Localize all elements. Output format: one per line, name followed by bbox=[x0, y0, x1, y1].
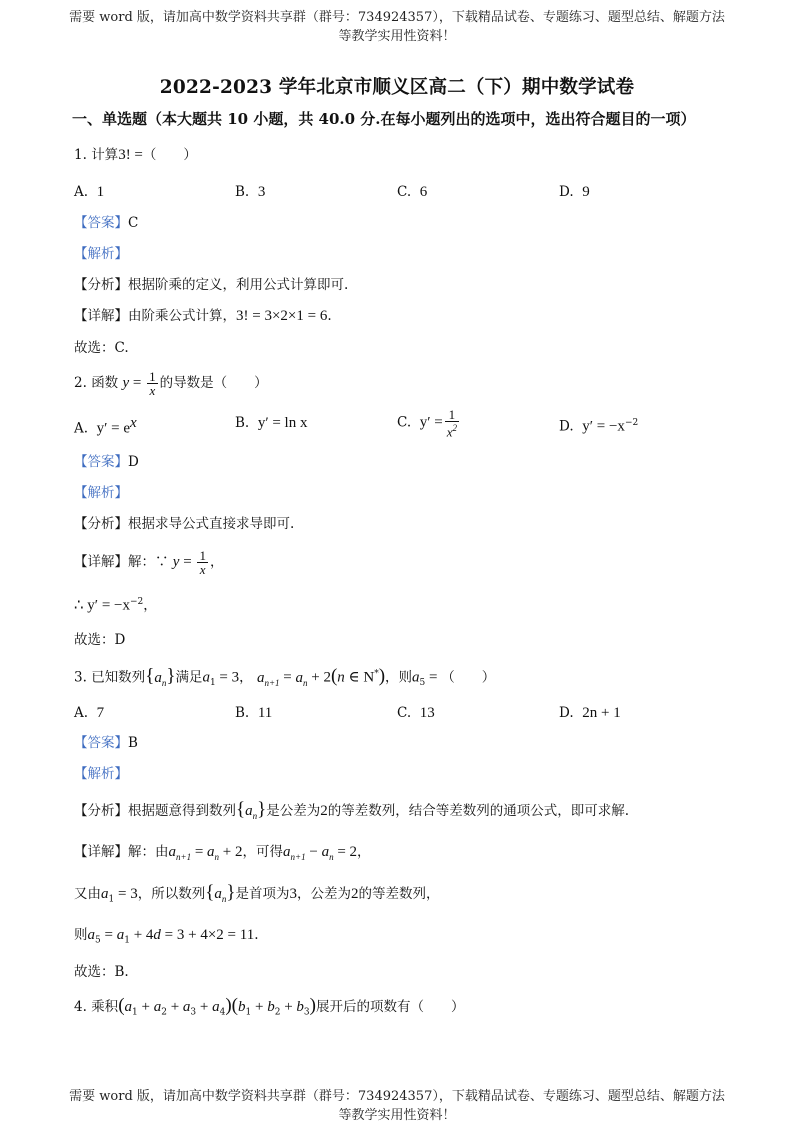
q2-analysis-tag: 【解析】 bbox=[74, 485, 128, 501]
question-1 bbox=[74, 146, 764, 164]
page-footer bbox=[0, 1087, 794, 1125]
q3-option-a[interactable]: A. 7 bbox=[74, 705, 105, 721]
page-title: 2022-2023 学年北京市顺义区高二（下）期中数学试卷 bbox=[159, 77, 635, 98]
header-line-1: 需要 word 版，请加高中数学资料共享群（群号：734924357），下载精品试卷、专题练习、题型总结、解题方法 bbox=[69, 10, 725, 25]
q2-answer: 【答案】D bbox=[74, 454, 139, 470]
q1-detail: 【详解】由阶乘公式计算，3! = 3×2×1 = 6. bbox=[74, 308, 332, 324]
question-2: 2. 函数 y = $\frac{1}{x}$ 的导数是（ ） bbox=[74, 369, 268, 398]
q1-stem: 计算 bbox=[91, 147, 119, 163]
q3-detail-line-2: 又由$a_1 = 3$，所以数列$\{a_n\}$是首项为3，公差为2的等差数列， bbox=[74, 882, 440, 905]
q3-choose: 故选：B. bbox=[74, 964, 129, 980]
q3-answer: 【答案】B bbox=[74, 735, 138, 751]
q3-analysis-tag: 【解析】 bbox=[74, 766, 128, 782]
section-heading: 一、单选题（本大题共 10 小题，共 40.0 分.在每小题列出的选项中，选出符合题目的一项） bbox=[72, 110, 696, 128]
q2-choose: 故选：D bbox=[74, 632, 126, 648]
q2-option-c[interactable]: C. y′ = $\frac{1}{x^2}$ bbox=[397, 407, 458, 440]
q2-fenxi: 【分析】根据求导公式直接求导即可. bbox=[74, 516, 295, 532]
q3-detail-line-3: 则$a_5 = a_1 + 4d = 3 + 4\times 2 = 11$. bbox=[74, 927, 259, 946]
q2-option-b[interactable]: B. y′ = ln x bbox=[235, 415, 308, 431]
q1-fenxi: 【分析】根据阶乘的定义，利用公式计算即可. bbox=[74, 277, 349, 293]
q2-option-a[interactable]: A. $y' = e^x$ bbox=[74, 415, 137, 437]
q3-option-d[interactable]: D. 2n + 1 bbox=[559, 705, 621, 721]
q1-option-a[interactable]: A. 1 bbox=[74, 184, 105, 200]
q3-detail: 【详解】解：由$a_{n+1} = a_n + 2$，可得$a_{n+1} - a_n = 2$， bbox=[74, 844, 371, 862]
q2-detail: 【详解】解：∵ y = $\frac{1}{x}$ ， bbox=[74, 548, 224, 577]
page-header bbox=[0, 8, 794, 46]
q3-option-b[interactable]: B. 11 bbox=[235, 705, 273, 721]
q1-stem-math: 3! = bbox=[118, 147, 143, 163]
question-4: 4. 乘积$(a_1 + a_2 + a_3 + a_4)(b_1 + b_2 + b_3)$展开后的项数有（ ） bbox=[74, 995, 465, 1018]
q2-option-d[interactable]: D. $y' = -x^{-2}$ bbox=[559, 418, 639, 435]
q1-option-c[interactable]: C. 6 bbox=[397, 184, 428, 200]
q1-number: 1. bbox=[74, 147, 87, 163]
q2-therefore: ∴ $y' = -x^{-2}$， bbox=[74, 597, 157, 614]
q1-option-b[interactable]: B. 3 bbox=[235, 184, 266, 200]
q1-paren: （ ） bbox=[142, 147, 197, 163]
footer-line-2: 等教学实用性资料！ bbox=[338, 1108, 456, 1123]
footer-line-1: 需要 word 版，请加高中数学资料共享群（群号：734924357），下载精品试卷、专题练习、题型总结、解题方法 bbox=[69, 1089, 725, 1104]
q3-fenxi: 【分析】根据题意得到数列$\{a_n\}$是公差为2的等差数列，结合等差数列的通项公式，即可求解. bbox=[74, 799, 630, 821]
q1-choose: 故选：C. bbox=[74, 340, 129, 356]
q1-answer: 【答案】C bbox=[74, 215, 139, 231]
question-3: 3. 已知数列$\{a_n\}$满足$a_1 = 3$， $a_{n+1} = a_n + 2(n$ ∈ N*)，则$a_5$ = （ ） bbox=[74, 665, 496, 689]
q3-option-c[interactable]: C. 13 bbox=[397, 705, 435, 721]
fraction-1-over-x: $\frac{1}{x}$ bbox=[149, 369, 156, 398]
q1-option-d[interactable]: D. 9 bbox=[559, 184, 590, 200]
header-line-2: 等教学实用性资料！ bbox=[338, 29, 456, 44]
q1-analysis-tag: 【解析】 bbox=[74, 246, 128, 262]
